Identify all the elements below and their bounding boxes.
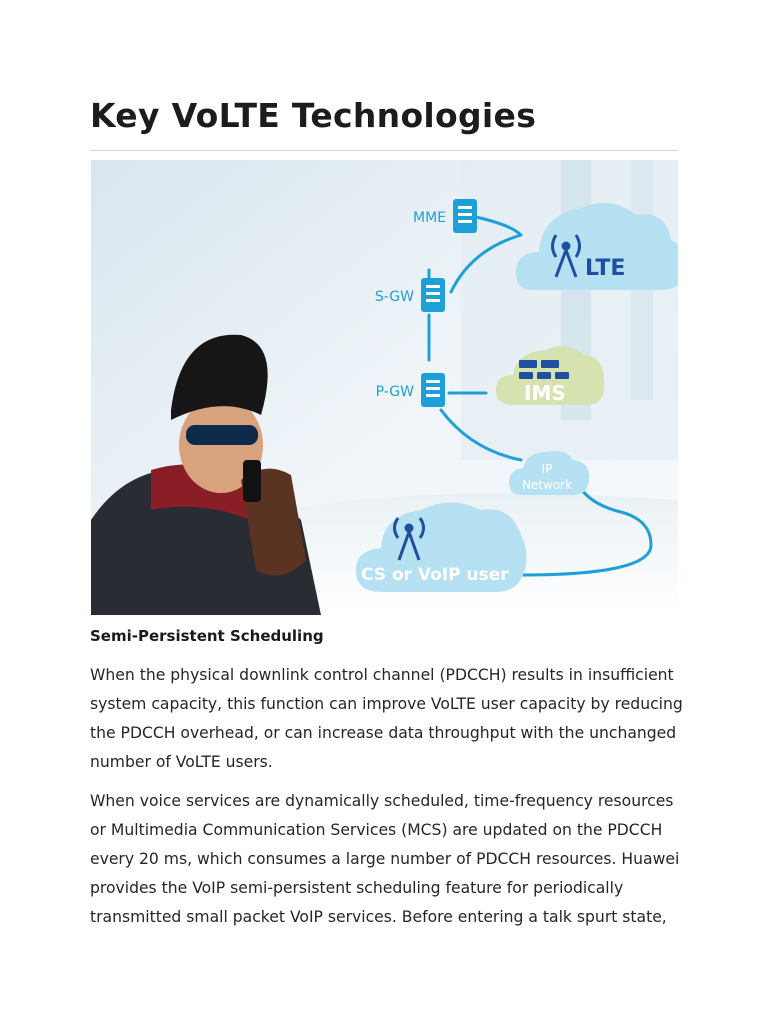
mme-label: MME bbox=[412, 210, 446, 226]
paragraph-1: When the physical downlink control channel (PDCCH) results in insufficient system capacity, this function can improve VoLTE user capacity by reducing the PDCCH overhead, or can increase data throughput with the unchanged number of VoLTE users. bbox=[90, 666, 683, 771]
ims-label: IMS bbox=[524, 381, 566, 405]
title-divider bbox=[90, 150, 678, 151]
page-title: Key VoLTE Technologies bbox=[90, 96, 537, 135]
phone bbox=[243, 460, 261, 502]
paragraph-2: When voice services are dynamically scheduled, time-frequency resources or Multimedia Communication Services (MCS) are updated on the PDCCH every 20 ms, which consumes a large number of PDCCH resources. Huawei provides the VoIP semi-persistent scheduling feature for periodically transmitted small packet VoIP services. Before entering a talk spurt state, bbox=[90, 792, 680, 926]
sgw-label: S-GW bbox=[374, 289, 414, 305]
sunglasses bbox=[186, 425, 258, 445]
section-heading: Semi-Persistent Scheduling bbox=[90, 627, 324, 645]
volte-network-figure bbox=[91, 160, 678, 615]
ip-network-label-2: Network bbox=[521, 478, 573, 492]
pgw-label: P-GW bbox=[375, 384, 414, 400]
ip-network-label-1: IP bbox=[541, 462, 553, 476]
lte-label: LTE bbox=[585, 256, 626, 281]
user-label: CS or VoIP user bbox=[361, 565, 509, 585]
